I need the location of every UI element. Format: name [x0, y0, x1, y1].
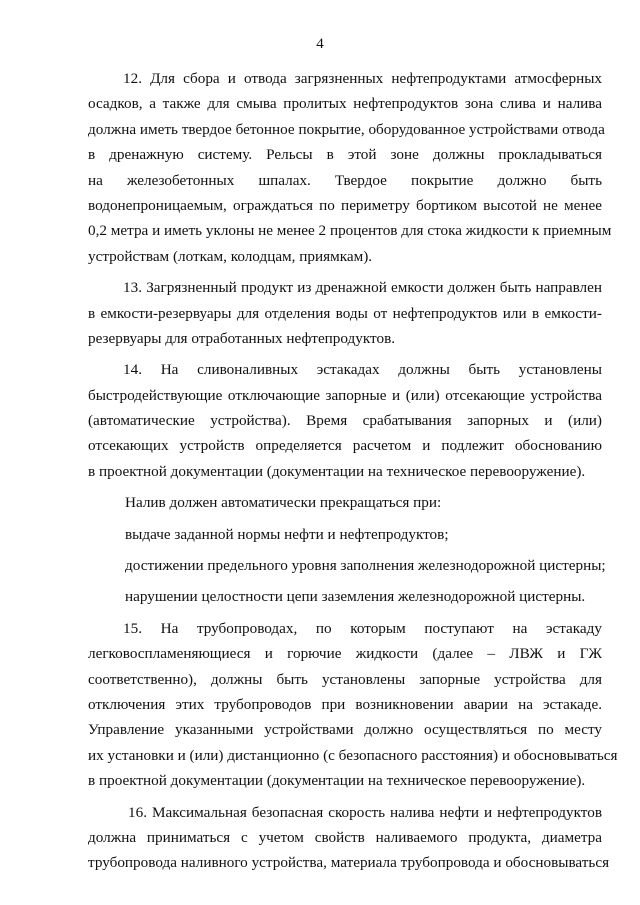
paragraph-line: в проектной документации (документации на техническое перевооружение).	[88, 462, 586, 480]
paragraph-line: в проектной документации (документации на техническое перевооружение).	[88, 772, 586, 790]
paragraph	[88, 616, 618, 794]
paragraph	[88, 553, 606, 578]
paragraph-line: осадков, а также для смыва пролитых нефтепродуктов зона слива и налива	[88, 95, 602, 113]
paragraph-line: быстродействующие отключающие запорные и (или) отсекающие устройства	[88, 386, 602, 404]
document-body	[88, 66, 618, 876]
paragraph	[88, 357, 602, 484]
paragraph-line: устройствам (лоткам, колодцам, приямкам).	[88, 247, 373, 265]
paragraph-line: выдаче заданной нормы нефти и нефтепродуктов;	[125, 525, 449, 543]
paragraph-line: в дренажную систему. Рельсы в этой зоне должны прокладываться	[88, 146, 602, 164]
paragraph-line: отключения этих трубопроводов при возникновении аварии на эстакаде.	[88, 695, 602, 713]
paragraph-line: в емкости-резервуары для отделения воды от нефтепродуктов или в емкости-	[88, 304, 602, 322]
paragraph-line: 12. Для сбора и отвода загрязненных нефтепродуктами атмосферных	[123, 70, 602, 87]
paragraph	[88, 800, 610, 876]
paragraph-line: нарушении целостности цепи заземления железнодорожной цистерны.	[125, 588, 586, 606]
paragraph	[88, 275, 602, 351]
paragraph-line: резервуары для отработанных нефтепродуктов.	[88, 329, 396, 347]
paragraph-line: достижении предельного уровня заполнения железнодорожной цистерны;	[125, 557, 606, 575]
paragraph	[88, 66, 612, 269]
paragraph-line: на железобетонных шпалах. Твердое покрытие должно быть	[88, 171, 602, 189]
paragraph	[88, 584, 602, 609]
paragraph-line: (автоматические устройства). Время срабатывания запорных и (или)	[88, 412, 602, 430]
paragraph-line: водонепроницаемым, ограждаться по периметру бортиком высотой не менее	[88, 196, 602, 214]
paragraph-line: трубопровода наливного устройства, материала трубопровода и обосновываться	[88, 854, 610, 872]
paragraph-line: 16. Максимальная безопасная скорость налива нефти и нефтепродуктов	[128, 803, 602, 821]
paragraph	[88, 490, 602, 515]
paragraph-line: Налив должен автоматически прекращаться при:	[125, 494, 442, 512]
paragraph-line: должна иметь твердое бетонное покрытие, оборудованное устройствами отвода	[88, 120, 605, 138]
paragraph-line: Управление указанными устройствами должно осуществляться по месту	[88, 721, 602, 739]
page-number: 4	[316, 36, 324, 52]
paragraph-line: 0,2 метра и иметь уклоны не менее 2 процентов для стока жидкости к приемным	[88, 222, 612, 240]
paragraph-line: отсекающих устройств определяется расчетом и подлежит обоснованию	[88, 437, 602, 455]
paragraph-line: их установки и (или) дистанционно (с безопасного расстояния) и обосновываться	[88, 746, 618, 764]
paragraph	[88, 522, 602, 547]
paragraph-line: соответственно), должны быть установлены запорные устройства для	[88, 670, 602, 688]
paragraph-line: 15. На трубопроводах, по которым поступают на эстакаду	[123, 619, 602, 637]
paragraph-line: должна приниматься с учетом свойств наливаемого продукта, диаметра	[88, 828, 602, 846]
paragraph-line: легковоспламеняющиеся и горючие жидкости (далее – ЛВЖ и ГЖ	[88, 645, 602, 663]
paragraph-line: 13. Загрязненный продукт из дренажной емкости должен быть направлен	[123, 279, 602, 297]
paragraph-line: 14. На сливоналивных эстакадах должны быть установлены	[123, 361, 602, 379]
